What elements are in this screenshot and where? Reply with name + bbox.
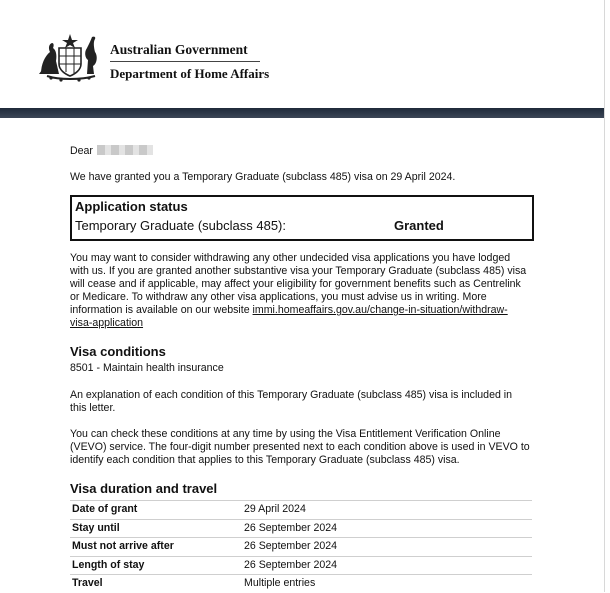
duration-table (70, 500, 532, 593)
status-visa: Temporary Graduate (subclass 485): (75, 218, 286, 233)
explanation-paragraph: An explanation of each condition of this Temporary Graduate (subclass 485) visa is included in this letter. (70, 389, 513, 414)
department-name: Department of Home Affairs (110, 66, 270, 81)
salutation (70, 145, 153, 158)
conditions-heading: Visa conditions (70, 344, 166, 359)
row-label: Must not arrive after (70, 538, 242, 557)
row-label: Date of grant (70, 501, 242, 520)
row-label: Travel (70, 575, 242, 593)
status-title: Application status (75, 199, 188, 214)
government-name: Australian Government (110, 42, 248, 57)
row-value: 26 September 2024 (242, 519, 532, 538)
grant-sentence: We have granted you a Temporary Graduate (subclass 485) visa on 29 April 2024. (70, 171, 456, 183)
table-row (70, 556, 532, 575)
header-rule (110, 61, 260, 62)
duration-heading: Visa duration and travel (70, 481, 218, 496)
table-row (70, 501, 532, 520)
row-value: 26 September 2024 (242, 538, 532, 557)
withdraw-paragraph (70, 252, 530, 330)
condition-item: 8501 - Maintain health insurance (70, 362, 224, 374)
row-label: Stay until (70, 519, 242, 538)
row-value: 29 April 2024 (242, 501, 532, 520)
table-row (70, 538, 532, 557)
letterhead (0, 0, 604, 112)
row-value: Multiple entries (242, 575, 532, 593)
vevo-paragraph: You can check these conditions at any time by using the Visa Entitlement Verification Online (VEVO) service. The four-digit number presented next to each condition above is used in VEVO to identify each condition that applies to this Temporary Graduate (subclass 485) visa. (70, 428, 530, 466)
row-label: Length of stay (70, 556, 242, 575)
withdraw-text: You may want to consider withdrawing any other undecided visa applications you have lodged with us. If you are granted another substantive visa your Temporary Graduate (subclass 485) visa will cease and if applicable, may affect your eligibility for government benefits such as Centrelink or Medicare. To withdraw any other visa applications, you must advise us in writing. More information is available on our website (70, 252, 527, 316)
row-value: 26 September 2024 (242, 556, 532, 575)
table-row (70, 575, 532, 593)
withdraw-link[interactable]: immi.homeaffairs.gov.au/change-in-situation/withdraw-visa-application (70, 304, 508, 329)
salutation-text: Dear (70, 145, 93, 157)
table-row (70, 519, 532, 538)
header-band (0, 108, 604, 118)
application-status-box (70, 195, 534, 241)
redacted-name (97, 145, 153, 155)
coat-of-arms-icon (35, 30, 105, 82)
status-value: Granted (394, 218, 444, 233)
